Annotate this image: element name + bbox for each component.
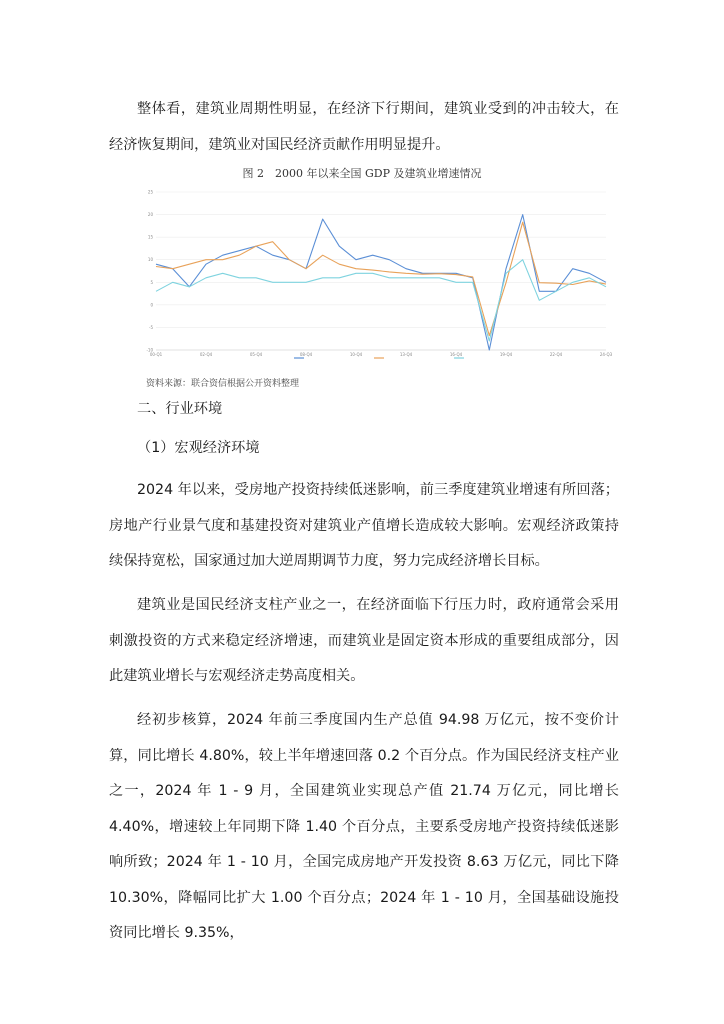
paragraph-pillar: 建筑业是国民经济支柱产业之一，在经济面临下行压力时，政府通常会采用刺激投资的方式来稳定经济增速，而建筑业是固定资本形成的重要组成部分，因此建筑业增长与宏观经济走势高度相关。 xyxy=(109,597,619,684)
y-tick-label: -5 xyxy=(149,324,153,330)
paragraph-gdp: 经初步核算，2024 年前三季度国内生产总值 94.98 万亿元，按不变价计算，同比增长 4.80%，较上半年增速回落 0.2 个百分点。作为国民经济支柱产业之一，2024 年 1 - 9 月，全国建筑业实现总产值 21.74 万亿元，同比增长 4.40%，增速较上年同期下降 1.40 个百分点，主要系受房地产投资持续低迷影响所致；2024 年 1 - 10 月，全国完成房地产开发投资 8.63 万亿元，同比下降 10.30%，降幅同比扩大 1.00 个百分点；2024 年 1 - 10 月，全国基础设施投资同比增长 9.35%， xyxy=(109,712,619,941)
y-tick-label: -10 xyxy=(146,347,153,353)
figure-title: 图 2 2000 年以来全国 GDP 及建筑业增速情况 xyxy=(242,167,482,180)
x-tick-label: 22-Q4 xyxy=(549,352,563,357)
series-line-3 xyxy=(156,260,606,341)
x-tick-label: 16-Q4 xyxy=(449,352,463,357)
x-tick-label: 05-Q4 xyxy=(249,352,263,357)
y-tick-label: 20 xyxy=(147,212,153,218)
subsection-heading: （1）宏观经济环境 xyxy=(137,440,260,456)
x-tick-label: 10-Q4 xyxy=(349,352,363,357)
x-tick-label: 02-Q4 xyxy=(199,352,213,357)
y-tick-label: 15 xyxy=(147,234,153,240)
x-tick-label: 19-Q4 xyxy=(499,352,513,357)
figure-source: 资料来源：联合资信根据公开资料整理 xyxy=(146,379,300,389)
paragraph-summary: 整体看，建筑业周期性明显，在经济下行期间，建筑业受到的冲击较大，在经济恢复期间，建筑业对国民经济贡献作用明显提升。 xyxy=(109,101,619,153)
x-tick-label: 00-Q1 xyxy=(149,352,163,357)
y-tick-label: 25 xyxy=(147,189,153,195)
y-tick-label: 5 xyxy=(150,279,153,285)
y-tick-label: 0 xyxy=(150,302,153,308)
line-chart xyxy=(144,182,614,362)
x-tick-label: 08-Q4 xyxy=(299,352,313,357)
series-line-2 xyxy=(156,222,606,335)
section-heading: 二、行业环境 xyxy=(137,401,223,417)
x-tick-label: 24-Q3 xyxy=(599,352,613,357)
paragraph-macro: 2024 年以来，受房地产投资持续低迷影响，前三季度建筑业增速有所回落；房地产行业景气度和基建投资对建筑业产值增长造成较大影响。宏观经济政策持续保持宽松，国家通过加大逆周期调节力度，努力完成经济增长目标。 xyxy=(109,482,619,569)
y-tick-label: 10 xyxy=(147,257,153,263)
x-tick-label: 13-Q4 xyxy=(399,352,413,357)
